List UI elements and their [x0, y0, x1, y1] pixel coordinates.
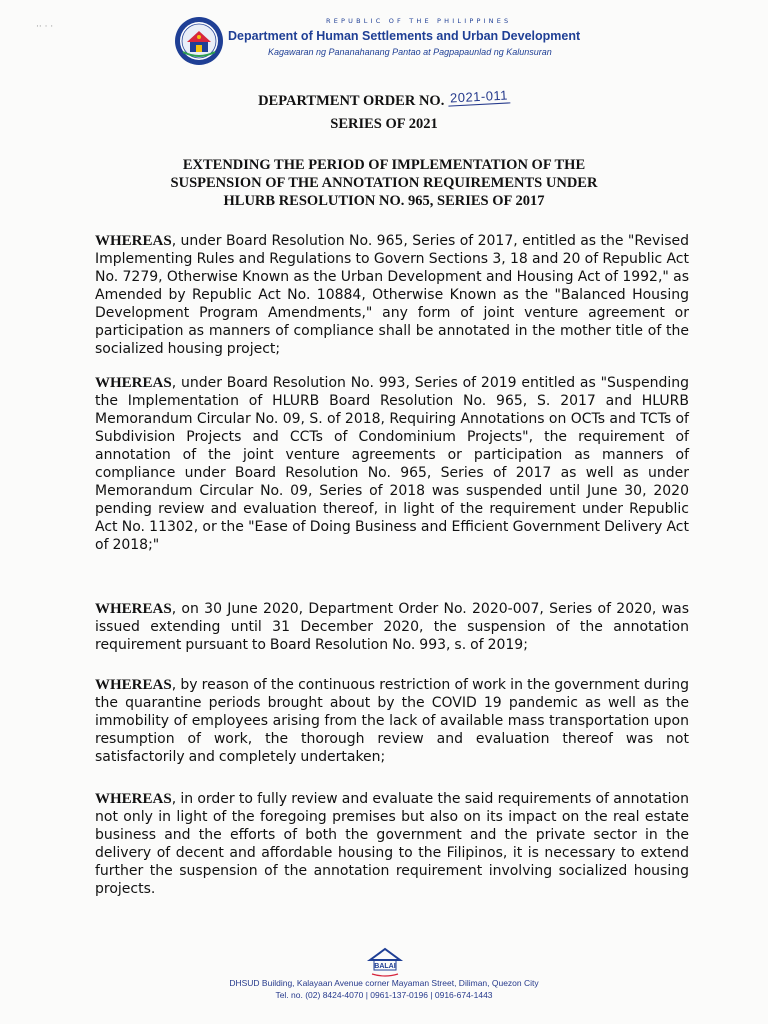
department-name: Department of Human Settlements and Urban Development — [228, 29, 581, 43]
subject-heading — [100, 156, 668, 210]
handwritten-order-number: 2021-011 — [448, 87, 511, 106]
order-title — [0, 87, 768, 110]
dhsud-seal-icon — [174, 16, 224, 66]
subject-line: SUSPENSION OF THE ANNOTATION REQUIREMENTS UNDER — [170, 175, 598, 191]
whereas-paragraph — [95, 790, 689, 898]
whereas-paragraph — [95, 232, 689, 358]
footer-telephone: Tel. no. (02) 8424-4070 | 0961-137-0196 | 0916-674-1443 — [275, 990, 493, 1000]
paragraph-text: , under Board Resolution No. 993, Series of 2019 entitled as "Suspending the Implementation of HLURB Board Resolution No. 965, S. 2017 and HLURB Memorandum Circular No. 09, S. of 2018, Requiring Annotations on OCTs and TCTs of Subdivision Projects and CCTs of Condominium Projects", the requirement of annotation of the joint venture agreements or participation as manners of compliance under Board Resolution No. 965, Series of 2017 as well as under Memorandum Circular No. 09, Series of 2018 was suspended until June 30, 2020 pending review and evaluation thereof, in light of the requirement under Republic Act No. 11302, or the "Ease of Doing Business and Efficient Government Delivery Act of 2018;" — [95, 375, 689, 553]
footer-address: DHSUD Building, Kalayaan Avenue corner Mayaman Street, Diliman, Quezon City — [229, 978, 539, 988]
series-label: SERIES OF 2021 — [330, 116, 438, 132]
subject-line: EXTENDING THE PERIOD OF IMPLEMENTATION OF THE — [182, 157, 586, 173]
margin-mark: ·· · · — [36, 22, 54, 32]
order-label: DEPARTMENT ORDER NO. — [258, 93, 445, 109]
paragraph-text: , in order to fully review and evaluate the said requirements of annotation not only in light of the foregoing premises but also on its impact on the real estate business and the efforts of both the government and the private sector in the delivery of decent and affordable housing to the Filipinos, it is necessary to extend further the suspension of the annotation requirement involving socialized housing projects. — [95, 791, 689, 897]
whereas-keyword: WHEREAS — [95, 791, 172, 807]
balai-logo-text: BALAI — [374, 963, 396, 970]
department-tagline: Kagawaran ng Pananahanang Pantao at Pagpapaunlad ng Kalunsuran — [268, 47, 552, 57]
paragraph-text: , by reason of the continuous restriction of work in the government during the quarantine periods brought about by the COVID 19 pandemic as well as the immobility of employees arising from the lack of available mass transportation upon resumption of work, the thorough review and evaluation thereof was not satisfactorily and completely undertaken; — [95, 677, 689, 765]
paragraph-text: , on 30 June 2020, Department Order No. 2020-007, Series of 2020, was issued extending until 31 December 2020, the suspension of the annotation requirement pursuant to Board Resolution No. 993, s. of 2019; — [95, 601, 689, 653]
paragraph-text: , under Board Resolution No. 965, Series of 2017, entitled as the "Revised Implementing Rules and Regulations to Govern Sections 3, 18 and 20 of Republic Act No. 7279, Otherwise Known as the Urban Development and Housing Act of 1992," as Amended by Republic Act No. 10884, Otherwise Known as the "Balanced Housing Development Program Amendments," any form of joint venture agreement or participation as manners of compliance shall be annotated in the mother title of the socialized housing project; — [95, 233, 689, 357]
balai-logo-icon — [366, 946, 404, 978]
whereas-keyword: WHEREAS — [95, 601, 172, 617]
subject-line: HLURB RESOLUTION NO. 965, SERIES OF 2017 — [223, 193, 545, 209]
whereas-keyword: WHEREAS — [95, 233, 172, 249]
whereas-paragraph — [95, 374, 689, 554]
whereas-keyword: WHEREAS — [95, 677, 172, 693]
whereas-paragraph — [95, 676, 689, 766]
whereas-paragraph — [95, 600, 689, 654]
republic-label: REPUBLIC OF THE PHILIPPINES — [326, 17, 512, 25]
whereas-keyword: WHEREAS — [95, 375, 172, 391]
